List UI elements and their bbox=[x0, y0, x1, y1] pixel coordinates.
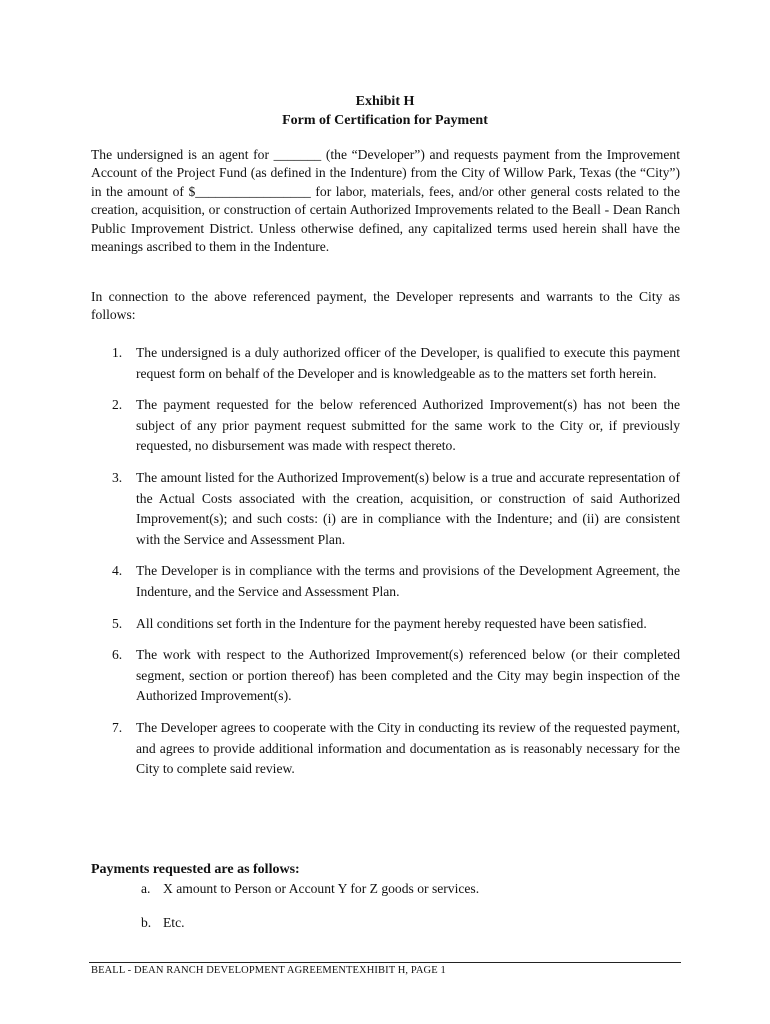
item-number: 7. bbox=[112, 719, 123, 735]
payment-item bbox=[141, 880, 479, 898]
payment-text: X amount to Person or Account Y for Z goods or services. bbox=[163, 881, 480, 896]
list-item bbox=[91, 561, 680, 602]
item-number: 2. bbox=[112, 397, 123, 413]
exhibit-title: Exhibit H bbox=[355, 94, 415, 109]
item-text: The Developer is in compliance with the terms and provisions of the Development Agreement, the Indenture, and the Service and Assessment Plan. bbox=[136, 563, 680, 599]
item-text: All conditions set forth in the Indenture for the payment hereby requested have been satisfied. bbox=[136, 615, 647, 631]
item-text: The undersigned is a duly authorized officer of the Developer, is qualified to execute this payment request form on behalf of the Developer and is knowledgeable as to the matters set forth herein. bbox=[136, 345, 680, 381]
item-number: 1. bbox=[112, 345, 123, 360]
item-number: 3. bbox=[112, 469, 123, 485]
item-text: The payment requested for the below referenced Authorized Improvement(s) has not been the subject of any prior payment request submitted for the same work to the City or, if previously requested, no disbursement was made with respect thereto. bbox=[136, 397, 680, 454]
payment-text: Etc. bbox=[163, 915, 185, 930]
item-text: The amount listed for the Authorized Improvement(s) below is a true and accurate representation of the Actual Costs associated with the creation, acquisition, or construction of said Authorized Improvement(s); and such costs: (i) are in compliance with the Indenture; and (ii) are consistent with the Service and Assessment Plan. bbox=[136, 469, 680, 547]
item-text: The work with respect to the Authorized Improvement(s) referenced below (or their completed segment, section or portion thereof) has been completed and the City may begin inspection of the Authorized Improvement(s). bbox=[136, 647, 680, 704]
payments-heading: Payments requested are as follows: bbox=[91, 862, 300, 877]
list-item bbox=[91, 343, 680, 384]
list-item bbox=[91, 614, 680, 635]
intro-paragraph: The undersigned is an agent for _______ (the “Developer”) and requests payment from the Improvement Account of the Project Fund (as defined in the Indenture) from the City of Willow Park, Texas (the “City”) in the amount of $_________________ for labor, materials, fees, and/or other general costs related to the creation, acquisition, or construction of certain Authorized Improvements related to the Beall - Dean Ranch Public Improvement District. Unless otherwise defined, any capitalized terms used herein shall have the meanings ascribed to them in the Indenture. bbox=[91, 147, 680, 255]
item-number: 4. bbox=[112, 563, 123, 579]
page-footer: BEALL - DEAN RANCH DEVELOPMENT AGREEMENTEXHIBIT H, PAGE 1 bbox=[91, 965, 446, 976]
list-item bbox=[91, 645, 680, 707]
list-item bbox=[91, 395, 680, 457]
item-number: 6. bbox=[112, 647, 123, 663]
item-text: The Developer agrees to cooperate with the City in conducting its review of the requested payment, and agrees to provide additional information and documentation as is reasonably necessary for the City to complete said review. bbox=[136, 719, 680, 777]
payment-item bbox=[141, 914, 185, 932]
footer-divider bbox=[89, 962, 681, 963]
payment-letter: b. bbox=[141, 915, 152, 930]
list-item bbox=[91, 468, 680, 550]
representations-list bbox=[91, 343, 680, 780]
connection-paragraph: In connection to the above referenced payment, the Developer represents and warrants to the City as follows: bbox=[91, 289, 680, 323]
form-title: Form of Certification for Payment bbox=[282, 113, 488, 128]
payment-letter: a. bbox=[141, 881, 151, 896]
list-item bbox=[91, 718, 680, 780]
item-number: 5. bbox=[112, 615, 123, 631]
